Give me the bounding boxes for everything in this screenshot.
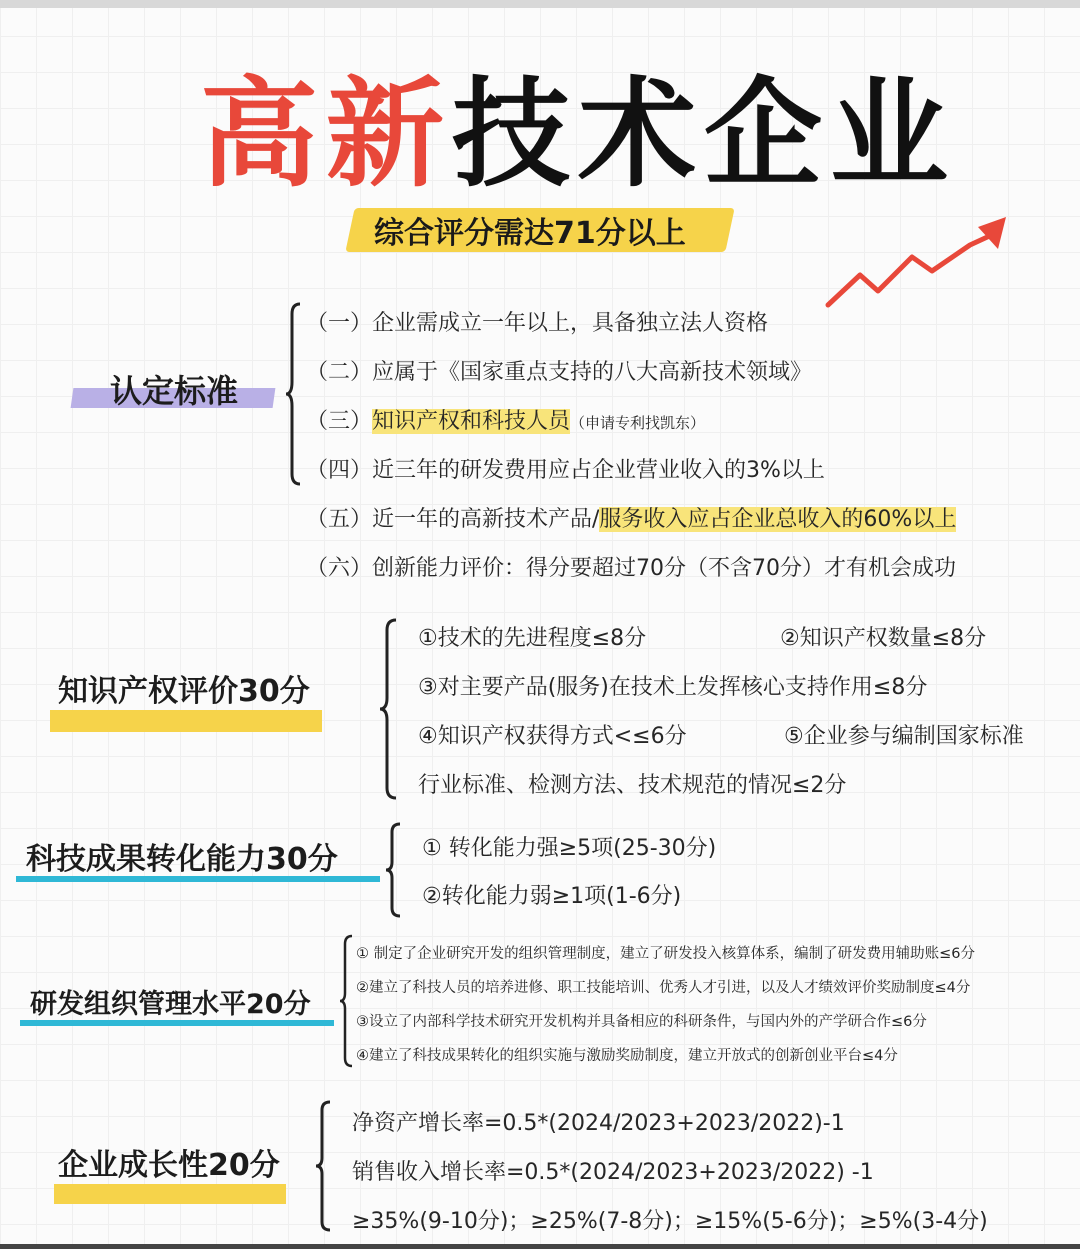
ip-label-highlight bbox=[50, 710, 322, 732]
criteria-label: 认定标准 bbox=[110, 372, 239, 410]
criteria-item-3-highlight: 知识产权和科技人员 bbox=[372, 409, 571, 434]
growth-label-highlight bbox=[54, 1184, 286, 1204]
rd-item-1: ① 制定了企业研究开发的组织管理制度，建立了研发投入核算体系，编制了研发费用辅助账≤6分 bbox=[356, 946, 975, 962]
transfer-brace bbox=[384, 822, 404, 918]
growth-item-1: 净资产增长率=0.5*(2024/2023+2023/2022)-1 bbox=[352, 1111, 845, 1136]
rd-item-4: ④建立了科技成果转化的组织实施与激励奖励制度，建立开放式的创新创业平台≤4分 bbox=[356, 1048, 898, 1064]
rd-brace bbox=[338, 934, 356, 1068]
trend-arrow-icon bbox=[820, 205, 1020, 315]
bottom-edge bbox=[0, 1244, 1080, 1249]
growth-brace bbox=[314, 1100, 334, 1232]
title-black-part: 技术企业 bbox=[452, 65, 957, 203]
title-red-part: 高新 bbox=[200, 65, 453, 203]
ip-item-3: ③对主要产品(服务)在技术上发挥核心支持作用≤8分 bbox=[418, 675, 928, 700]
growth-label: 企业成长性20分 bbox=[58, 1148, 280, 1183]
criteria-item-5 bbox=[306, 502, 956, 533]
criteria-item-6: （六）创新能力评价：得分要超过70分（不含70分）才有机会成功 bbox=[306, 556, 956, 581]
criteria-item-3-prefix: （三） bbox=[306, 409, 373, 434]
ip-item-4: ④知识产权获得方式<≤6分 bbox=[418, 724, 687, 749]
criteria-item-3-note: （申请专利找凯东） bbox=[570, 414, 706, 432]
ip-item-6: 行业标准、检测方法、技术规范的情况≤2分 bbox=[418, 773, 847, 798]
criteria-item-5-prefix: （五）近一年的高新技术产品/ bbox=[306, 507, 600, 532]
criteria-item-4: （四）近三年的研发费用应占企业营业收入的3%以上 bbox=[306, 458, 825, 483]
ip-brace bbox=[378, 618, 400, 800]
transfer-item-2: ②转化能力弱≥1项(1-6分) bbox=[422, 884, 682, 909]
rd-label: 研发组织管理水平20分 bbox=[30, 989, 311, 1020]
ip-item-2: ②知识产权数量≤8分 bbox=[780, 626, 987, 651]
subtitle-banner bbox=[350, 200, 730, 258]
transfer-item-1: ① 转化能力强≥5项(25-30分) bbox=[422, 836, 717, 861]
growth-item-2: 销售收入增长率=0.5*(2024/2023+2023/2022) -1 bbox=[352, 1160, 874, 1185]
page-title bbox=[200, 65, 957, 203]
rd-item-2: ②建立了科技人员的培养进修、职工技能培训、优秀人才引进，以及人才绩效评价奖励制度≤4分 bbox=[356, 980, 971, 996]
criteria-item-5-highlight: 服务收入应占企业总收入的60%以上 bbox=[599, 507, 957, 532]
subtitle: 综合评分需达71分以上 bbox=[374, 216, 686, 251]
growth-item-3: ≥35%(9-10分)；≥25%(7-8分)；≥15%(5-6分)；≥5%(3-4分) bbox=[352, 1209, 988, 1234]
criteria-brace bbox=[284, 302, 304, 486]
ip-label: 知识产权评价30分 bbox=[58, 674, 310, 709]
criteria-item-3 bbox=[306, 404, 705, 435]
transfer-label: 科技成果转化能力30分 bbox=[26, 842, 338, 877]
ip-item-5: ⑤企业参与编制国家标准 bbox=[784, 724, 1024, 749]
ip-item-1: ①技术的先进程度≤8分 bbox=[418, 626, 647, 651]
criteria-item-1: （一）企业需成立一年以上，具备独立法人资格 bbox=[306, 311, 769, 336]
rd-item-3: ③设立了内部科学技术研究开发机构并具备相应的科研条件，与国内外的产学研合作≤6分 bbox=[356, 1014, 927, 1030]
top-edge bbox=[0, 0, 1080, 8]
criteria-item-2: （二）应属于《国家重点支持的八大高新技术领域》 bbox=[306, 360, 813, 385]
